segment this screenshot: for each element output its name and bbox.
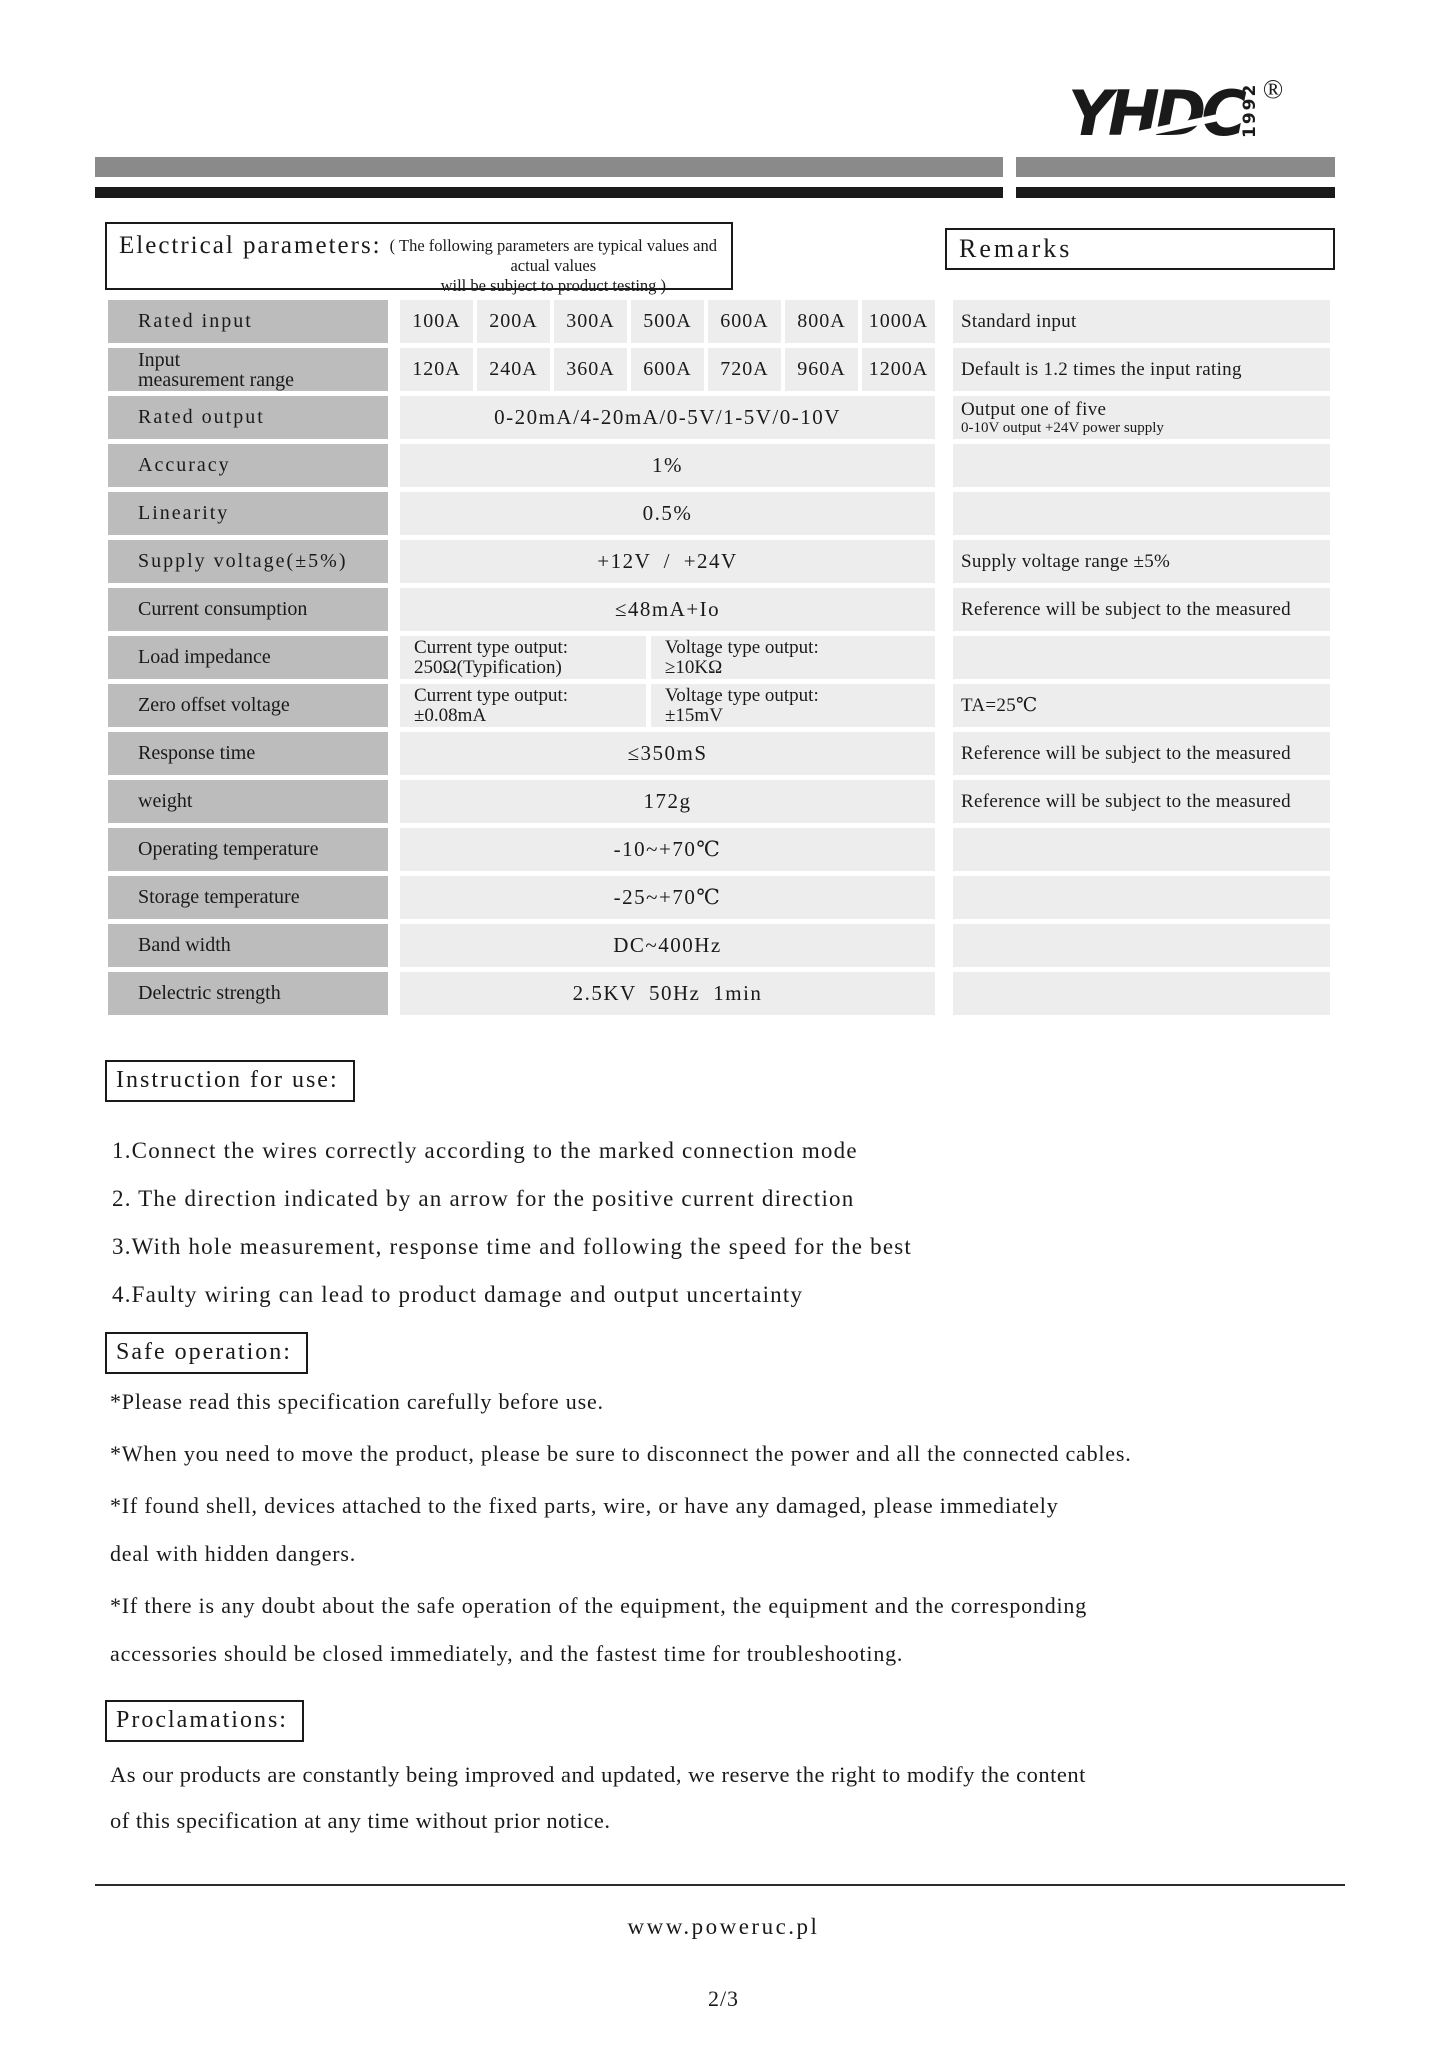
row-remark xyxy=(953,684,1330,727)
value-line: Voltage type output: xyxy=(665,636,819,658)
remark-text: TA=25℃ xyxy=(961,695,1038,716)
row-remark xyxy=(953,300,1330,343)
instruction-item: 3.With hole measurement, response time and following the speed for the best xyxy=(112,1234,912,1259)
row-label: Response time xyxy=(108,732,388,775)
row-value-area xyxy=(400,492,935,535)
electrical-parameters-note xyxy=(382,232,725,296)
safe-operation-line: *Please read this specification carefully before use. xyxy=(110,1389,604,1414)
row-value-area xyxy=(400,300,935,343)
row-value-cell: 1200A xyxy=(862,348,935,391)
safe-operation-list xyxy=(110,1378,1390,1682)
row-label: Delectric strength xyxy=(108,972,388,1015)
row-value: 1% xyxy=(400,444,935,487)
row-value-area xyxy=(400,924,935,967)
table-row xyxy=(95,444,1335,487)
row-value-area xyxy=(400,540,935,583)
note-line-2: will be subject to product testing ) xyxy=(440,276,667,295)
remark-text: Reference will be subject to the measured xyxy=(961,599,1291,620)
proclamation-line: of this specification at any time without prior notice. xyxy=(110,1808,611,1833)
instruction-item: 4.Faulty wiring can lead to product damage and output uncertainty xyxy=(112,1282,804,1307)
row-label: Linearity xyxy=(108,492,388,535)
row-value: DC~400Hz xyxy=(400,924,935,967)
row-label: weight xyxy=(108,780,388,823)
footer-url: www.poweruc.pl xyxy=(627,1914,820,1939)
logo-year: 1992 xyxy=(1239,82,1260,138)
row-value-area xyxy=(400,972,935,1015)
footer-divider xyxy=(95,1884,1345,1886)
value-line: ±15mV xyxy=(665,704,723,726)
proclamation-line: As our products are constantly being improved and updated, we reserve the right to modify the content xyxy=(110,1762,1086,1787)
row-label xyxy=(108,348,388,391)
top-bar-gray-right xyxy=(1016,157,1335,177)
row-value-cell: 300A xyxy=(554,300,627,343)
section-title-instruction-for-use: Instruction for use: xyxy=(105,1060,355,1102)
safe-operation-item xyxy=(110,1582,1390,1678)
remark-text: Supply voltage range ±5% xyxy=(961,551,1171,572)
row-label: Storage temperature xyxy=(108,876,388,919)
row-value-cell: 500A xyxy=(631,300,704,343)
row-value-area xyxy=(400,732,935,775)
safe-operation-line: *When you need to move the product, please be sure to disconnect the power and all the connected cables. xyxy=(110,1441,1132,1466)
safe-operation-line: *If found shell, devices attached to the fixed parts, wire, or have any damaged, please immediately xyxy=(110,1493,1059,1518)
row-label: Current consumption xyxy=(108,588,388,631)
safe-operation-item xyxy=(110,1482,1390,1578)
value-line: 250Ω(Typification) xyxy=(414,656,562,678)
row-label: Zero offset voltage xyxy=(108,684,388,727)
row-value-cell: 360A xyxy=(554,348,627,391)
row-remark xyxy=(953,588,1330,631)
remark-text: Default is 1.2 times the input rating xyxy=(961,359,1242,380)
value-line: Current type output: xyxy=(414,684,569,706)
row-value-cell: 720A xyxy=(708,348,781,391)
remark-text: Output one of five xyxy=(961,399,1107,420)
value-line: Current type output: xyxy=(414,636,569,658)
brand-logo xyxy=(1068,74,1284,150)
table-row xyxy=(95,732,1335,775)
row-remark xyxy=(953,348,1330,391)
note-line-1: ( The following parameters are typical values and actual values xyxy=(389,236,717,275)
row-remark xyxy=(953,444,1330,487)
registered-trademark-icon: ® xyxy=(1262,74,1284,104)
row-value: 172g xyxy=(400,780,935,823)
row-remark xyxy=(953,540,1330,583)
remark-text: Reference will be subject to the measured xyxy=(961,743,1291,764)
remark-text: Reference will be subject to the measured xyxy=(961,791,1291,812)
instruction-item: 2. The direction indicated by an arrow for the positive current direction xyxy=(112,1186,855,1211)
row-value: 0-20mA/4-20mA/0-5V/1-5V/0-10V xyxy=(400,396,935,439)
safe-operation-line: *If there is any doubt about the safe operation of the equipment, the equipment and the corresponding xyxy=(110,1593,1088,1618)
row-label-line: Input xyxy=(138,348,181,371)
row-value-area xyxy=(400,636,935,679)
page-number: 2/3 xyxy=(707,1986,740,2011)
row-value-cell: 100A xyxy=(400,300,473,343)
instruction-list xyxy=(112,1134,1372,1326)
top-bar-gray-left xyxy=(95,157,1003,177)
row-remark xyxy=(953,636,1330,679)
row-remark xyxy=(953,492,1330,535)
table-row xyxy=(95,924,1335,967)
instruction-item: 1.Connect the wires correctly according to the marked connection mode xyxy=(112,1138,858,1163)
row-value-cell: 200A xyxy=(477,300,550,343)
value-line: ±0.08mA xyxy=(414,704,487,726)
row-label: Band width xyxy=(108,924,388,967)
row-value-area xyxy=(400,444,935,487)
safe-operation-item xyxy=(110,1430,1390,1478)
row-value: -25~+70℃ xyxy=(400,876,935,919)
safe-operation-line: accessories should be closed immediately, and the fastest time for troubleshooting. xyxy=(110,1641,904,1666)
row-value-voltage-type xyxy=(651,636,935,679)
table-row xyxy=(95,492,1335,535)
table-row xyxy=(95,780,1335,823)
row-remark xyxy=(953,732,1330,775)
table-row xyxy=(95,300,1335,343)
table-row xyxy=(95,396,1335,439)
row-value-area xyxy=(400,348,935,391)
value-line: Voltage type output: xyxy=(665,684,819,706)
row-value: ≤48mA+Io xyxy=(400,588,935,631)
electrical-parameters-header xyxy=(105,222,733,295)
proclamations-text xyxy=(110,1752,1370,1844)
row-value: 0.5% xyxy=(400,492,935,535)
row-remark xyxy=(953,876,1330,919)
row-label: Rated output xyxy=(108,396,388,439)
row-value-cell: 240A xyxy=(477,348,550,391)
row-value-cell: 800A xyxy=(785,300,858,343)
table-row xyxy=(95,540,1335,583)
row-remark xyxy=(953,828,1330,871)
row-value-area xyxy=(400,876,935,919)
table-row xyxy=(95,636,1335,679)
row-value-area xyxy=(400,780,935,823)
row-value-area xyxy=(400,588,935,631)
table-row xyxy=(95,684,1335,727)
row-label: Accuracy xyxy=(108,444,388,487)
table-row xyxy=(95,828,1335,871)
remark-subtext: 0-10V output +24V power supply xyxy=(961,420,1164,436)
electrical-parameters-title: Electrical parameters: xyxy=(119,232,382,259)
row-value: -10~+70℃ xyxy=(400,828,935,871)
table-row xyxy=(95,876,1335,919)
row-label: Load impedance xyxy=(108,636,388,679)
remarks-header: Remarks xyxy=(945,228,1335,270)
row-value-current-type xyxy=(400,636,646,679)
row-value-cell: 960A xyxy=(785,348,858,391)
top-bar-black-left xyxy=(95,187,1003,198)
section-title-safe-operation: Safe operation: xyxy=(105,1332,308,1374)
table-row xyxy=(95,972,1335,1015)
row-label: Rated input xyxy=(108,300,388,343)
section-title-proclamations: Proclamations: xyxy=(105,1700,304,1742)
row-remark xyxy=(953,780,1330,823)
table-row xyxy=(95,348,1335,391)
safe-operation-line: deal with hidden dangers. xyxy=(110,1541,357,1566)
row-value-area xyxy=(400,396,935,439)
value-line: ≥10KΩ xyxy=(665,656,723,678)
row-value-current-type xyxy=(400,684,646,727)
remark-text: Standard input xyxy=(961,311,1077,332)
parameters-table xyxy=(95,300,1335,1020)
row-value-voltage-type xyxy=(651,684,935,727)
row-value-cell: 600A xyxy=(631,348,704,391)
row-value: +12V / +24V xyxy=(400,540,935,583)
row-label: Supply voltage(±5%) xyxy=(108,540,388,583)
safe-operation-item xyxy=(110,1378,1390,1426)
row-remark xyxy=(953,396,1330,439)
row-value: 2.5KV 50Hz 1min xyxy=(400,972,935,1015)
row-value-cell: 120A xyxy=(400,348,473,391)
row-value: ≤350mS xyxy=(400,732,935,775)
row-value-cell: 1000A xyxy=(862,300,935,343)
row-remark xyxy=(953,972,1330,1015)
table-row xyxy=(95,588,1335,631)
logo-wordmark: YHDC xyxy=(1068,77,1242,150)
row-value-area xyxy=(400,828,935,871)
row-remark xyxy=(953,924,1330,967)
top-bar-black-right xyxy=(1016,187,1335,198)
row-value-cell: 600A xyxy=(708,300,781,343)
row-label-line: measurement range xyxy=(138,368,295,391)
row-label: Operating temperature xyxy=(108,828,388,871)
row-value-area xyxy=(400,684,935,727)
